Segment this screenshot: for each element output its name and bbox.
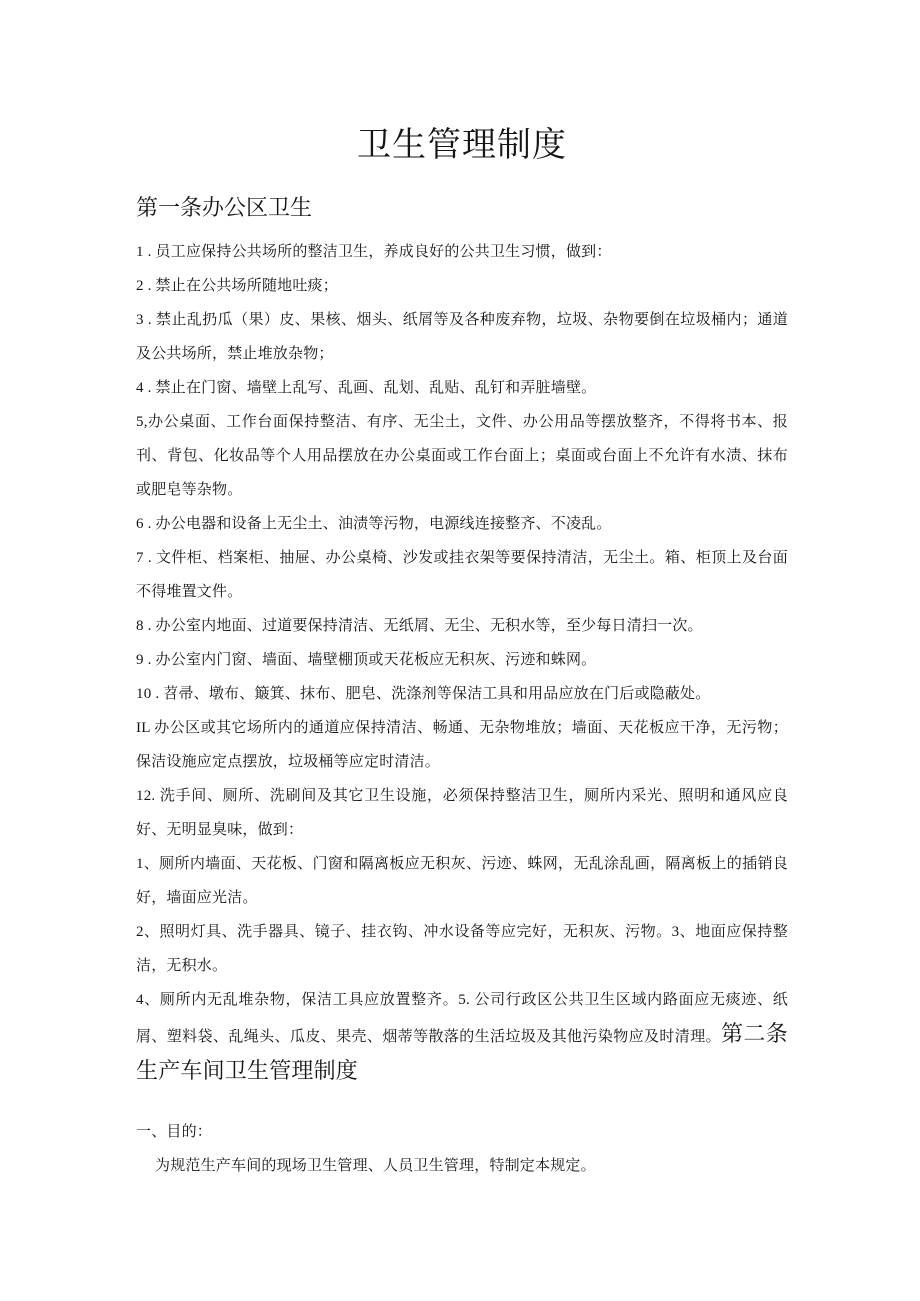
rule-item-1: 1 . 员工应保持公共场所的整洁卫生，养成良好的公共卫生习惯，做到： (136, 244, 612, 260)
rule-item-7: 7 . 文件柜、档案柜、抽屉、办公桌椅、沙发或挂衣架等要保持清洁，无尘土。箱、柜顶上及台面不得堆置文件。 (136, 550, 788, 600)
toilet-rule-1: 1、厕所内墙面、天花板、门窗和隔离板应无积灰、污迹、蛛网，无乱涂乱画，隔离板上的插销良好，墙面应光洁。 (136, 856, 788, 906)
section-2-heading: 第二条生产车间卫生管理制度 (136, 1021, 788, 1083)
rule-item-11: IL 办公区或其它场所内的通道应保持清洁、畅通、无杂物堆放；墙面、天花板应干净，无污物；保洁设施应定点摆放，垃圾桶等应定时清洁。 (136, 720, 788, 770)
rule-item-6: 6 . 办公电器和设备上无尘土、油渍等污物，电源线连接整齐、不凌乱。 (136, 516, 612, 532)
document-title: 卫生管理制度 (357, 127, 567, 164)
rule-item-3: 3 . 禁止乱扔瓜（果）皮、果核、烟头、纸屑等及各种废弃物，垃圾、杂物要倒在垃圾桶内；通道及公共场所，禁止堆放杂物； (136, 312, 788, 362)
rule-item-10: 10 . 苕帚、墩布、簸箕、抹布、肥皂、洗涤剂等保洁工具和用品应放在门后或隐蔽处。 (136, 686, 711, 702)
closing-paragraph (136, 983, 788, 1091)
rule-item-2: 2 . 禁止在公共场所随地吐痰； (136, 278, 338, 294)
toilet-rule-2-3: 2、照明灯具、洗手器具、镜子、挂衣钩、冲水设备等应完好，无积灰、污物。3、地面应保持整洁，无积水。 (136, 924, 788, 974)
rule-item-5: 5,办公桌面、工作台面保持整洁、有序、无尘土，文件、办公用品等摆放整齐，不得将书本、报刊、背包、化妆品等个人用品摆放在办公桌面或工作台面上；桌面或台面上不允许有水渍、抹布或肥皂等杂物。 (136, 414, 788, 498)
rule-item-8: 8 . 办公室内地面、过道要保持清洁、无纸屑、无尘、无积水等，至少每日清扫一次。 (136, 618, 703, 634)
closing-paragraph-text: 4、厕所内无乱堆杂物，保洁工具应放置整齐。5. 公司行政区公共卫生区域内路面应无痰迹、纸屑、塑料袋、乱绳头、瓜皮、果壳、烟蒂等散落的生活垃圾及其他污染物应及时清理。 (136, 992, 788, 1045)
rule-item-4: 4 . 禁止在门窗、墙壁上乱写、乱画、乱划、乱贴、乱钉和弄脏墙壁。 (136, 380, 597, 396)
rule-item-12: 12. 洗手间、厕所、洗刷间及其它卫生设施，必须保持整洁卫生，厕所内采光、照明和通风应良好、无明显臭味，做到： (136, 788, 788, 838)
purpose-label: 一、目的： (136, 1124, 213, 1140)
purpose-text: 为规范生产车间的现场卫生管理、人员卫生管理，特制定本规定。 (155, 1158, 596, 1174)
rule-item-9: 9 . 办公室内门窗、墙面、墙壁棚顶或天花板应无积灰、污迹和蛛网。 (136, 652, 597, 668)
section-1-heading: 第一条办公区卫生 (136, 195, 313, 220)
